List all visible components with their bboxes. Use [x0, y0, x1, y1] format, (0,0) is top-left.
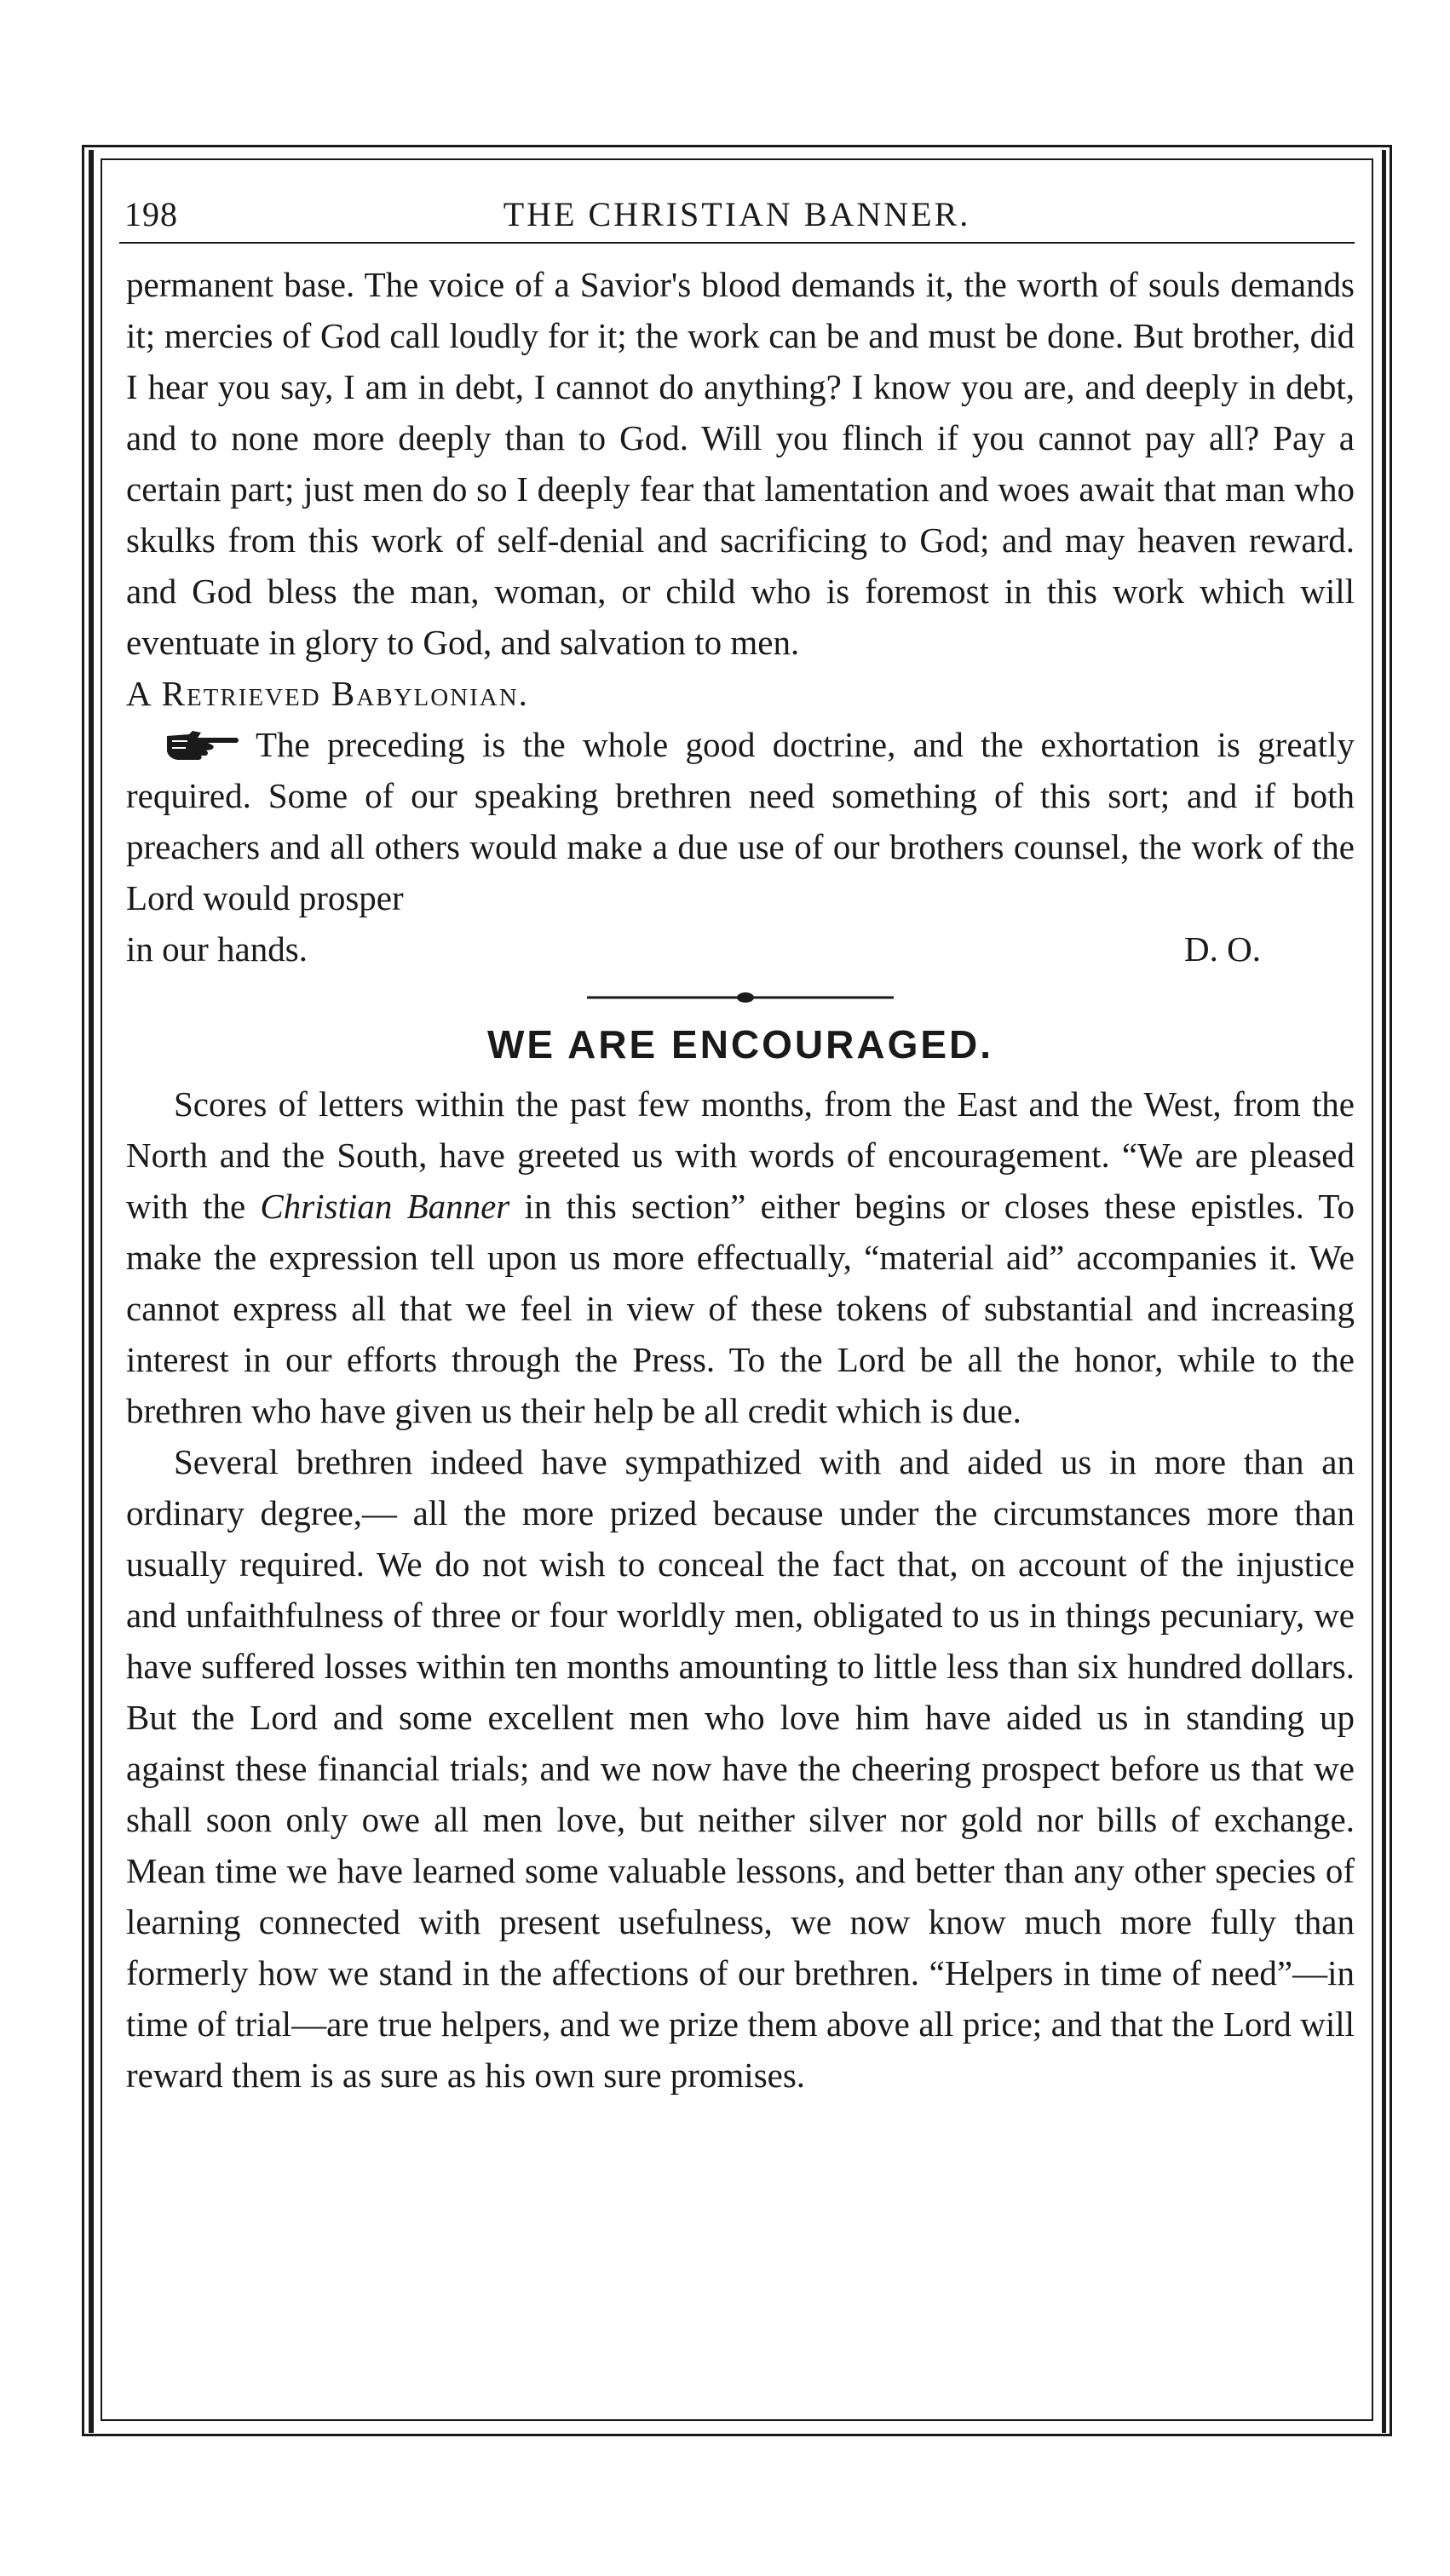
article-paragraph-1-end: in this section” either begins or closes these epistles. To make the expression tell upon us more effectually, “material aid” accompanies it. We cannot express all that we feel in view of these tokens of substantial and increasing interest in our efforts through the Press. To the Lord be all the honor, while to the brethren who have given us their help be all credit which is due. — [126, 1187, 1355, 1430]
editor-note-closing: in our hands. — [126, 929, 308, 969]
running-title: THE CHRISTIAN BANNER. — [503, 195, 971, 233]
article-title: WE ARE ENCOURAGED. — [486, 1022, 994, 1067]
editor-initials: D. O. — [1184, 929, 1261, 969]
article-paragraph-2: Several brethren indeed have sympathized with and aided us in more than an ordinary degree,— all the more prized because under the circumstances more than usually required. We do not wish to conceal the fact that, on account of the injustice and unfaithfulness of three or four worldly men, obligated to us in things pecuniary, we have suffered losses within ten months amounting to little less than six hundred dollars. But the Lord and some excellent men who love him have aided us in standing up against these financial trials; and we now have the cheering prospect before us that we shall soon only owe all men love, but neither silver nor gold nor bills of exchange. Mean time we have learned some valuable lessons, and better than any other species of learning connected with present usefulness, we now know much more fully than formerly how we stand in the affections of our brethren. “Helpers in time of need”—in time of trial—are true helpers, and we prize them above all price; and that the Lord will reward them is as sure as his own sure promises. — [126, 1442, 1355, 2095]
pointing-hand-icon — [164, 727, 242, 762]
editor-note-text: The preceding is the whole good doctrine, and the exhortation is greatly required. Some of our speaking brethren need something of this sort; and if both preachers and all others would make a due use of our brothers counsel, the work of the Lord would prosper — [126, 725, 1355, 917]
publication-name: Christian Banner — [260, 1187, 510, 1226]
running-header — [119, 179, 1355, 244]
letter-signature: A Retrieved Babylonian. — [126, 674, 529, 713]
page-content — [126, 259, 1355, 2101]
editor-note — [126, 719, 1355, 923]
letter-paragraph: permanent base. The voice of a Savior's blood demands it, the worth of souls demands it; mercies of God call loudly for it; the work can be and must be done. But brother, did I hear you say, I am in debt, I cannot do anything? I know you are, and deeply in debt, and to none more deeply than to God. Will you flinch if you cannot pay all? Pay a certain part; just men do so I deeply fear that lamentation and woes await that man who skulks from this work of self-denial and sacrificing to God; and may heaven reward. and God bless the man, woman, or child who is foremost in this work which will eventuate in glory to God, and salvation to men. — [126, 265, 1355, 662]
article-paragraph-1-start: Scores of letters within the past few months, from the East and the West, from the North and the South, have greeted us with words of encouragement. “We are pleased with the — [126, 1084, 1355, 1226]
page-number: 198 — [124, 195, 178, 233]
section-divider — [587, 986, 894, 1009]
editor-note-last-line — [126, 923, 1355, 975]
article-paragraph-1 — [126, 1078, 1355, 1436]
